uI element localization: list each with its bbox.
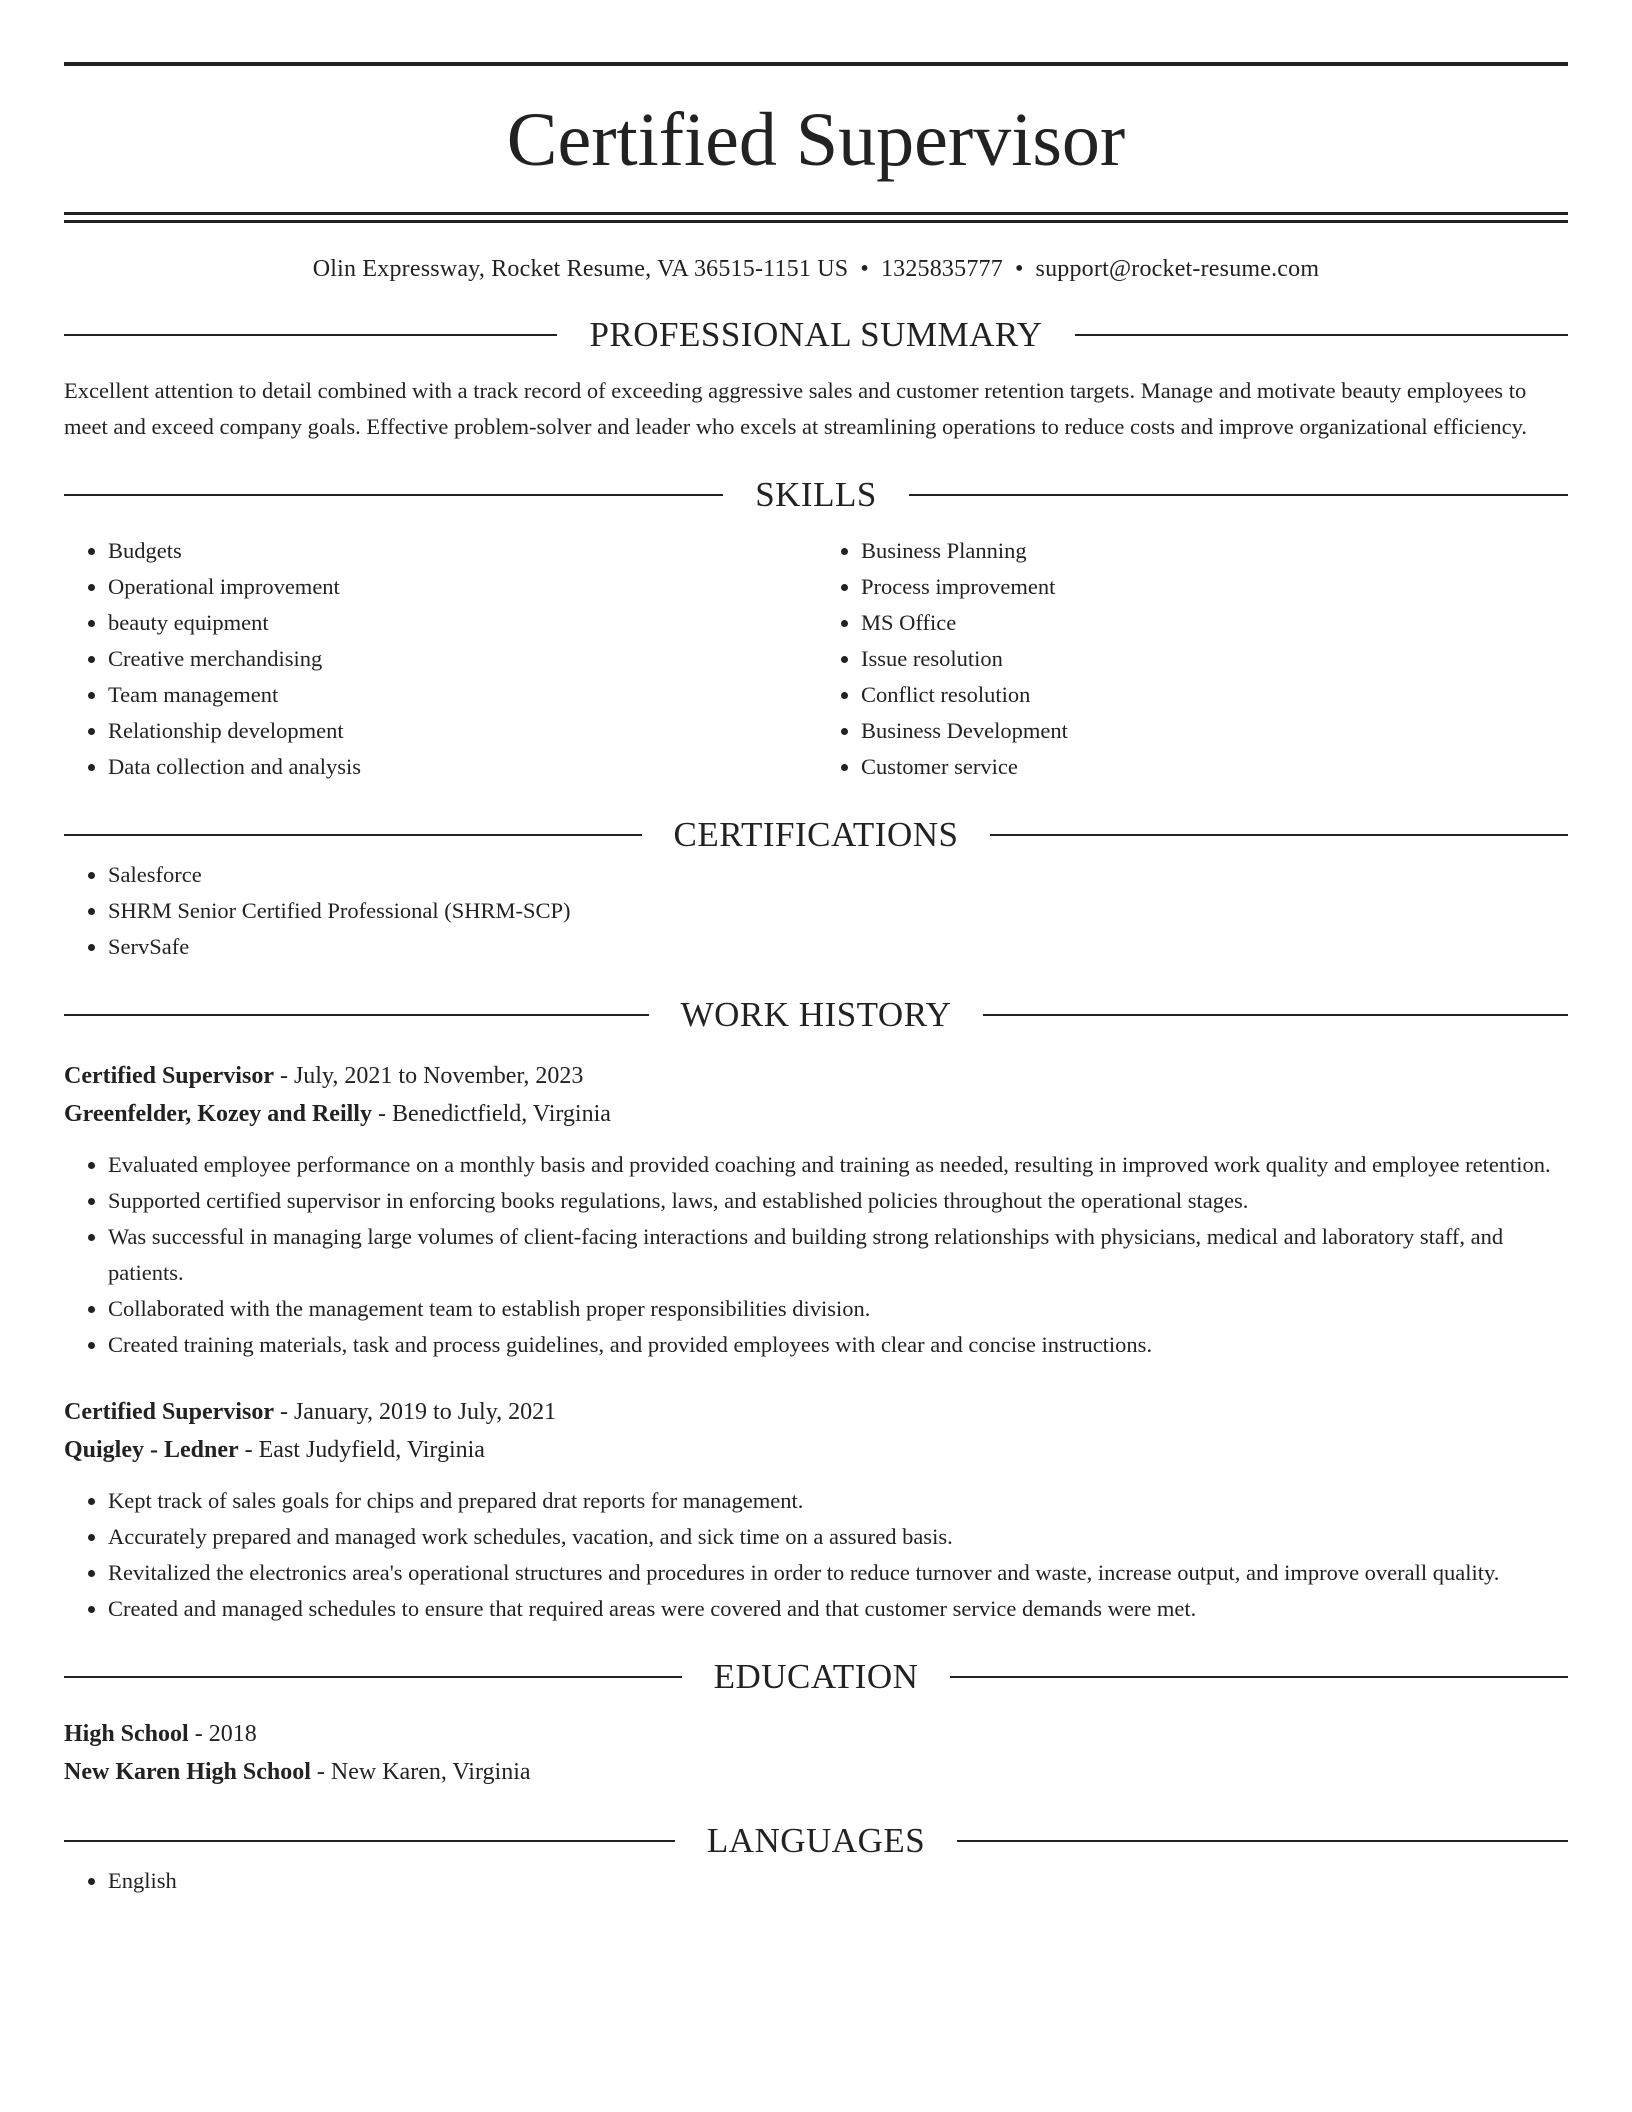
- education-school-line: [64, 1753, 1568, 1791]
- job-company: Quigley - Ledner: [64, 1437, 239, 1463]
- certifications-list: [64, 857, 1568, 965]
- job-title-line: [64, 1393, 1568, 1431]
- job-bullet: • Created and managed schedules to ensure that required areas were covered and that customer service demands were met.: [108, 1591, 1568, 1627]
- skill-item: • Issue resolution: [861, 641, 1568, 677]
- skill-item: • Team management: [108, 677, 816, 713]
- candidate-name: Certified Supervisor: [506, 98, 1126, 182]
- heading-rule-right: [950, 1676, 1568, 1678]
- section-heading-certifications: [64, 813, 1568, 857]
- heading-rule-right: [909, 494, 1568, 496]
- heading-rule-left: [64, 334, 557, 336]
- certification-item: • ServSafe: [108, 929, 1568, 965]
- section-title: EDUCATION: [713, 1657, 919, 1696]
- skills-column-right: [816, 533, 1568, 785]
- job-bullet: • Revitalized the electronics area's operational structures and procedures in order to reduce turnover and waste, increase output, and improve overall quality.: [108, 1555, 1568, 1591]
- skill-item: • beauty equipment: [108, 605, 816, 641]
- contact-line: [64, 253, 1568, 285]
- job-bullet: • Kept track of sales goals for chips and prepared drat reports for management.: [108, 1483, 1568, 1519]
- skill-item: • Business Planning: [861, 533, 1568, 569]
- heading-rule-right: [990, 834, 1568, 836]
- job-entry: [64, 1057, 1568, 1363]
- job-entry: [64, 1393, 1568, 1627]
- skill-item: • Customer service: [861, 749, 1568, 785]
- job-bullet: • Supported certified supervisor in enforcing books regulations, laws, and established policies throughout the operational stages.: [108, 1183, 1568, 1219]
- skill-item: • Business Development: [861, 713, 1568, 749]
- section-title: SKILLS: [755, 475, 877, 514]
- section-heading-work-history: [64, 993, 1568, 1037]
- job-bullet: • Accurately prepared and managed work schedules, vacation, and sick time on a assured basis.: [108, 1519, 1568, 1555]
- job-location: - Benedictfield, Virginia: [371, 1101, 611, 1127]
- job-dates: - July, 2021 to November, 2023: [273, 1063, 584, 1089]
- education-year: - 2018: [188, 1721, 257, 1747]
- skill-item: • Relationship development: [108, 713, 816, 749]
- job-bullet: • Collaborated with the management team to establish proper responsibilities division.: [108, 1291, 1568, 1327]
- top-rule: [64, 62, 1568, 66]
- languages-list: [64, 1863, 1568, 1899]
- job-location: - East Judyfield, Virginia: [238, 1437, 485, 1463]
- job-bullet: • Evaluated employee performance on a monthly basis and provided coaching and training as needed, resulting in improved work quality and employee retention.: [108, 1147, 1568, 1183]
- contact-separator: •: [860, 256, 869, 282]
- certification-item: • SHRM Senior Certified Professional (SHRM-SCP): [108, 893, 1568, 929]
- heading-rule-right: [1075, 334, 1568, 336]
- skills-list-right: [816, 533, 1568, 785]
- section-heading-skills: [64, 473, 1568, 517]
- heading-rule-right: [983, 1014, 1568, 1016]
- job-company: Greenfelder, Kozey and Reilly: [64, 1101, 372, 1127]
- skill-item: • Budgets: [108, 533, 816, 569]
- section-heading-summary: [64, 313, 1568, 357]
- language-item: • English: [108, 1863, 1568, 1899]
- job-bullet: • Created training materials, task and process guidelines, and provided employees with clear and concise instructions.: [108, 1327, 1568, 1363]
- contact-address: Olin Expressway, Rocket Resume, VA 36515-1151 US: [312, 256, 849, 282]
- contact-phone[interactable]: 1325835777: [880, 256, 1003, 282]
- education-location: - New Karen, Virginia: [310, 1759, 531, 1785]
- job-company-line: [64, 1431, 1568, 1469]
- education-degree-line: [64, 1715, 1568, 1753]
- job-title-line: [64, 1057, 1568, 1095]
- double-rule: [64, 212, 1568, 223]
- job-bullets: [64, 1483, 1568, 1627]
- contact-separator: •: [1014, 256, 1024, 282]
- job-role: Certified Supervisor: [64, 1063, 274, 1089]
- contact-email[interactable]: support@rocket-resume.com: [1035, 256, 1320, 282]
- skill-item: • Process improvement: [861, 569, 1568, 605]
- skill-item: • Conflict resolution: [861, 677, 1568, 713]
- skill-item: • Data collection and analysis: [108, 749, 816, 785]
- skill-item: • Creative merchandising: [108, 641, 816, 677]
- education-entry: [64, 1715, 1568, 1791]
- skill-item: • Operational improvement: [108, 569, 816, 605]
- job-bullets: [64, 1147, 1568, 1363]
- section-heading-education: [64, 1655, 1568, 1699]
- section-title: LANGUAGES: [706, 1821, 926, 1860]
- education-school: New Karen High School: [64, 1759, 311, 1785]
- heading-rule-right: [957, 1840, 1568, 1842]
- skills-grid: [64, 533, 1568, 785]
- job-company-line: [64, 1095, 1568, 1133]
- heading-rule-left: [64, 494, 723, 496]
- certification-item: • Salesforce: [108, 857, 1568, 893]
- education-degree: High School: [64, 1721, 189, 1747]
- job-bullet: • Was successful in managing large volumes of client-facing interactions and building strong relationships with physicians, medical and laboratory staff, and patients.: [108, 1219, 1568, 1291]
- section-title: WORK HISTORY: [680, 995, 952, 1034]
- resume-page: [64, 62, 1568, 1899]
- section-heading-languages: [64, 1819, 1568, 1863]
- section-title: PROFESSIONAL SUMMARY: [589, 315, 1043, 354]
- skills-column-left: [64, 533, 816, 785]
- section-title: CERTIFICATIONS: [673, 815, 959, 854]
- heading-rule-left: [64, 834, 642, 836]
- heading-rule-left: [64, 1014, 649, 1016]
- job-dates: - January, 2019 to July, 2021: [273, 1399, 557, 1425]
- heading-rule-left: [64, 1676, 682, 1678]
- skill-item: • MS Office: [861, 605, 1568, 641]
- job-role: Certified Supervisor: [64, 1399, 274, 1425]
- summary-text: Excellent attention to detail combined with a track record of exceeding aggressive sales and customer retention targets. Manage and motivate beauty employees to meet and exceed company goals. Effective problem-solver and leader who excels at streamlining operations to reduce costs and improve organizational efficiency.: [64, 378, 1527, 439]
- skills-list-left: [64, 533, 816, 785]
- heading-rule-left: [64, 1840, 675, 1842]
